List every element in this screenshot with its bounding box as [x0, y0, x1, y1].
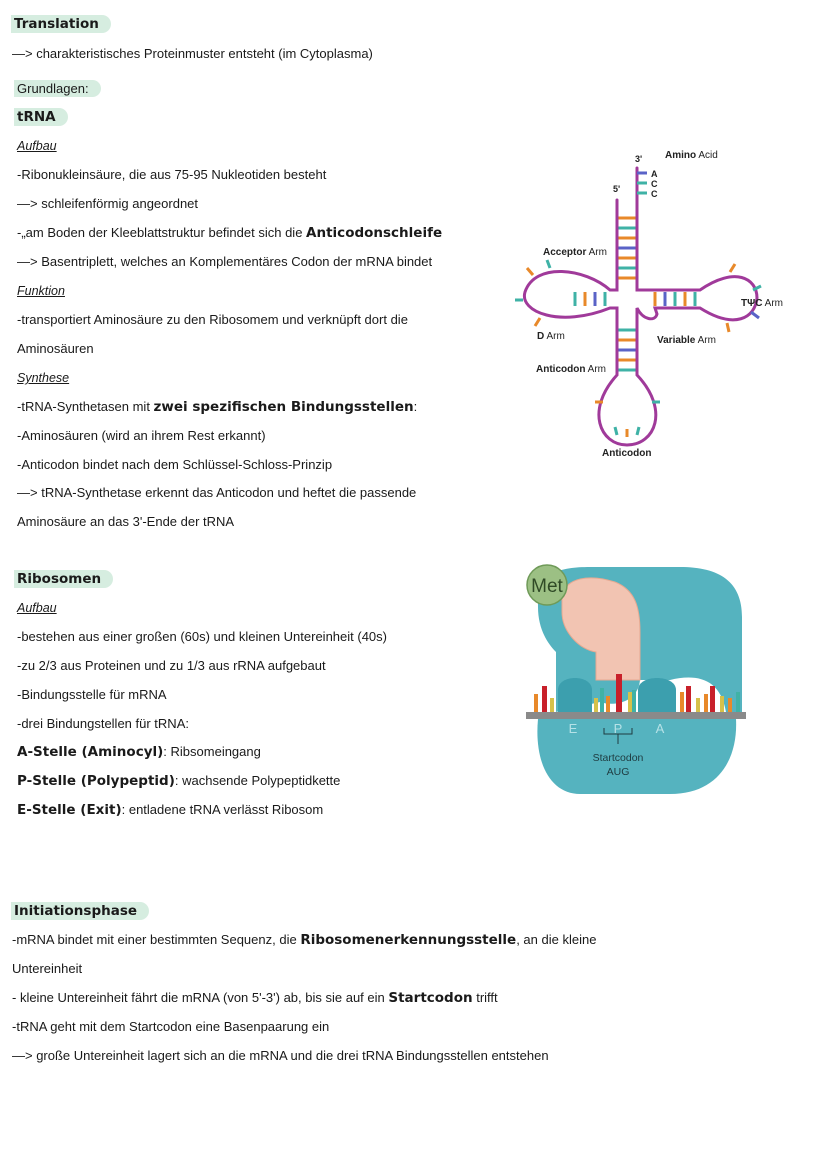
three-prime-label: 3' [635, 154, 643, 164]
initiation-line-3-text: - kleine Untereinheit fährt die mRNA (von 5'-3') ab, bis sie auf ein [12, 990, 389, 1005]
grundlagen-label [17, 80, 101, 98]
ribosomen-aufbau-label: Aufbau [17, 601, 57, 615]
site-a-label: A [655, 721, 665, 736]
tyc-arm-label [741, 298, 783, 309]
trna-funktion-2: Aminosäuren [17, 341, 94, 356]
five-prime-label: 5' [613, 184, 621, 194]
trna-bump-a [638, 678, 676, 712]
initiation-line-1-text: -mRNA bindet mit einer bestimmten Sequenz, die [12, 932, 301, 947]
variable-arm-label [657, 335, 716, 346]
anticodon-stem-rungs [618, 330, 636, 370]
trna-aufbau-4: —> Basentriplett, welches an Komplementäres Codon der mRNA bindet [17, 254, 433, 269]
trna-synthese-5: Aminosäure an das 3'-Ende der tRNA [17, 514, 235, 529]
p-site-desc: : wachsende Polypeptidkette [174, 773, 341, 788]
aug-label: AUG [606, 766, 630, 778]
e-site-line [17, 801, 323, 819]
e-site-keyword: E-Stelle (Exit) [17, 802, 122, 818]
initiation-line-1 [12, 931, 596, 949]
trna-funktion-1: -transportiert Aminosäure zu den Ribosomem und verknüpft dort die [17, 312, 408, 327]
trna-aufbau-1: -Ribonukleinsäure, die aus 75-95 Nukleotiden besteht [17, 167, 327, 182]
base-c2-label: C [651, 189, 658, 199]
ribosomenerkennungsstelle-keyword: Ribosomenerkennungsstelle [300, 932, 517, 948]
bindungsstellen-keyword: zwei spezifischen Bindungsstellen [153, 399, 414, 415]
d-arm-label [537, 331, 565, 342]
tyc-arm-rest: Arm [762, 298, 783, 309]
trna-funktion-label: Funktion [17, 284, 65, 298]
a-site-line [17, 743, 261, 761]
startcodon-label: Startcodon [592, 752, 644, 764]
base-c1-label: C [651, 179, 658, 189]
trna-aufbau-label: Aufbau [17, 139, 57, 153]
site-p-label: P [613, 721, 623, 736]
anticodon-arm-label [536, 364, 606, 375]
ribosomen-heading-text: Ribosomen [14, 570, 113, 588]
trna-synthese-1-text: -tRNA-Synthetasen mit [17, 399, 154, 414]
variable-arm-rest: Arm [695, 335, 716, 346]
base-a-label: A [651, 169, 658, 179]
initiation-line-4: -tRNA geht mit dem Startcodon eine Basenpaarung ein [12, 1019, 330, 1034]
anticodonschleife-keyword: Anticodonschleife [306, 225, 443, 241]
initiation-line-5: —> große Untereinheit lagert sich an die mRNA und die drei tRNA Bindungsstellen entstehen [12, 1048, 549, 1063]
d-arm-rest: Arm [544, 331, 565, 342]
trna-cloverleaf-diagram [505, 140, 805, 470]
initiation-line-3 [12, 989, 498, 1007]
ribosomen-line-4: -drei Bindungstellen für tRNA: [17, 716, 189, 731]
initiation-heading [14, 902, 149, 920]
initiation-heading-text: Initiationsphase [11, 902, 149, 920]
ribosome-diagram [520, 562, 752, 800]
tyc-arm-bold: TΨC [741, 298, 763, 309]
amino-acid-rest: Acid [696, 150, 718, 161]
acceptor-stem-rungs [618, 218, 636, 278]
ribosomen-line-2: -zu 2/3 aus Proteinen und zu 1/3 aus rRNA aufgebaut [17, 658, 326, 673]
title-text: Translation [11, 15, 111, 33]
a-site-desc: : Ribsomeingang [163, 744, 261, 759]
ribosomen-line-3: -Bindungsstelle für mRNA [17, 687, 167, 702]
trna-synthese-4: —> tRNA-Synthetase erkennt das Anticodon und heftet die passende [17, 485, 417, 500]
a-site-keyword: A-Stelle (Aminocyl) [17, 744, 164, 760]
variable-arm-bold: Variable [657, 335, 696, 346]
tyc-arm-rungs [655, 292, 695, 306]
trna-synthese-1 [17, 398, 417, 416]
trna-bump-e [558, 678, 592, 712]
trna-heading [17, 108, 68, 126]
e-site-desc: : entladene tRNA verlässt Ribosom [121, 802, 324, 817]
amino-acid-label [665, 150, 718, 161]
initiation-line-1-end: , an die kleine [516, 932, 597, 947]
amino-acid-bold: Amino [665, 150, 697, 161]
ribosomen-line-1: -bestehen aus einer großen (60s) und kleinen Untereinheit (40s) [17, 629, 387, 644]
anticodon-arm-rest: Arm [585, 364, 606, 375]
mrna-strand [526, 712, 746, 719]
trna-backbone [524, 168, 757, 445]
initiation-line-2: Untereinheit [12, 961, 83, 976]
grundlagen-text: Grundlagen: [14, 80, 101, 97]
trna-synthese-1-colon: : [413, 399, 418, 414]
trna-aufbau-3 [17, 224, 442, 242]
ribosomen-heading [17, 570, 113, 588]
acceptor-arm-rest: Arm [586, 247, 607, 258]
p-site-line [17, 772, 340, 790]
trna-synthese-2: -Aminosäuren (wird an ihrem Rest erkannt) [17, 428, 266, 443]
trna-synthese-3: -Anticodon bindet nach dem Schlüssel-Schloss-Prinzip [17, 457, 333, 472]
d-arm-rungs [575, 292, 605, 306]
initiation-line-3-end: trifft [472, 990, 498, 1005]
page-title [14, 15, 111, 33]
anticodon-label: Anticodon [602, 448, 652, 459]
trna-heading-text: tRNA [14, 108, 68, 126]
p-site-keyword: P-Stelle (Polypeptid) [17, 773, 175, 789]
acceptor-arm-bold: Acceptor [543, 247, 587, 258]
trna-aufbau-2: —> schleifenförmig angeordnet [17, 196, 199, 211]
trna-aufbau-3-text: -„am Boden der Kleeblattstruktur befindet sich die [17, 225, 307, 240]
met-label: Met [531, 576, 563, 597]
site-e-label: E [568, 721, 578, 736]
acceptor-arm-label [543, 247, 607, 258]
d-arm-bold: D [537, 331, 545, 342]
startcodon-keyword: Startcodon [388, 990, 473, 1006]
intro-line: —> charakteristisches Proteinmuster entsteht (im Cytoplasma) [12, 46, 373, 61]
trna-synthese-label: Synthese [17, 371, 70, 385]
anticodon-arm-bold: Anticodon [536, 364, 586, 375]
